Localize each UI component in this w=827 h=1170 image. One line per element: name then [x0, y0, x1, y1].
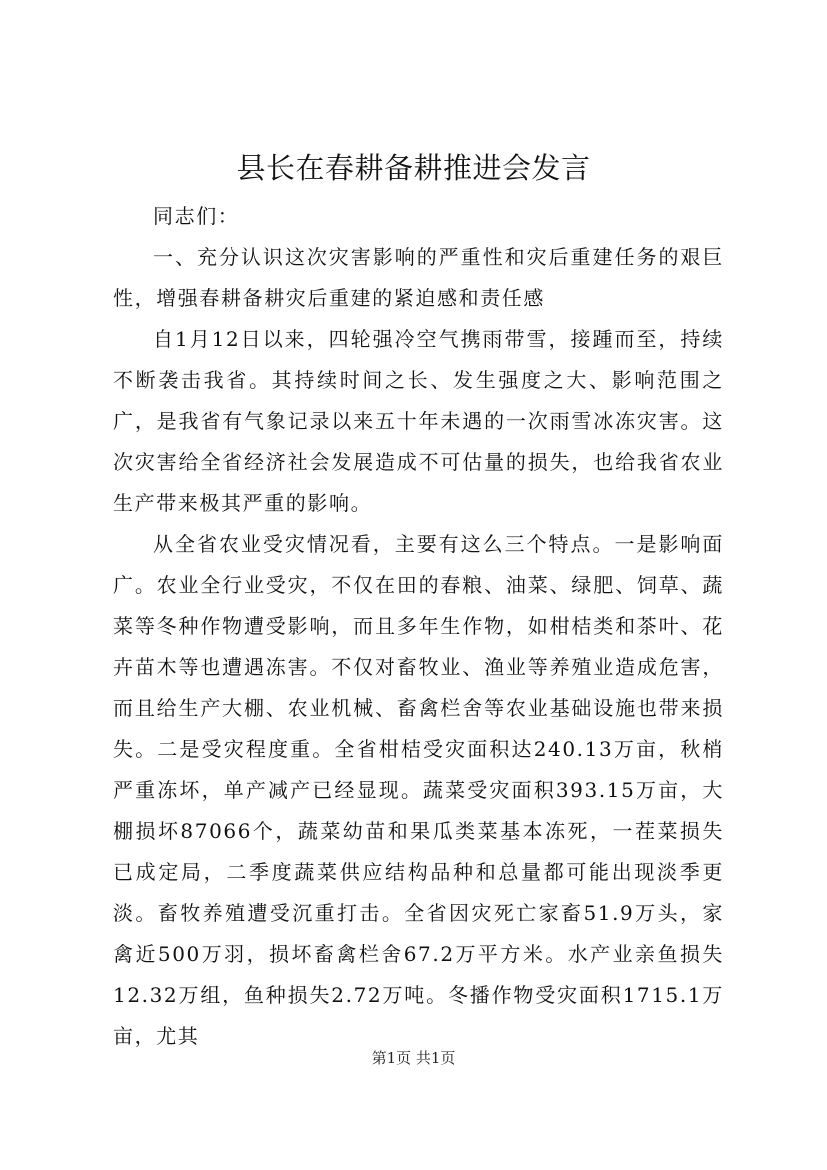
greeting-paragraph: 同志们： [153, 204, 240, 228]
page-number-footer: 第1页 共1页 [371, 1049, 456, 1067]
document-title: 县长在春耕备耕推进会发言 [236, 151, 591, 185]
body-paragraph: 从全省农业受灾情况看，主要有这么三个特点。一是影响面广。农业全行业受灾，不仅在田的春粮、油菜、绿肥、饲草、蔬菜等冬种作物遭受影响，而且多年生作物，如柑桔类和茶叶、花卉苗木等也遭遇冻害。不仅对畜牧业、渔业等养殖业造成危害，而且给生产大棚、农业机械、畜禽栏舍等农业基础设施也带来损失。二是受灾程度重。全省柑桔受灾面积达240.13万亩，秋梢严重冻坏，单产减产已经显现。蔬菜受灾面积393.15万亩，大棚损坏87066个，蔬菜幼苗和果瓜类菜基本冻死，一茬菜损失已成定局，二季度蔬菜供应结构品种和总量都可能出现淡季更淡。畜牧养殖遭受沉重打击。全省因灾死亡家畜51.9万头，家禽近500万羽，损坏畜禽栏舍67.2万平方米。水产业亲鱼损失12.32万组，鱼种损失2.72万吨。冬播作物受灾面积1715.1万亩，尤其 [113, 532, 724, 1048]
document-body [113, 196, 724, 1048]
section-heading-paragraph: 一、充分认识这次灾害影响的严重性和灾后重建任务的艰巨性，增强春耕备耕灾后重建的紧迫感和责任感 [113, 245, 724, 310]
body-paragraph: 自1月12日以来，四轮强冷空气携雨带雪，接踵而至，持续不断袭击我省。其持续时间之长、发生强度之大、影响范围之广，是我省有气象记录以来五十年未遇的一次雨雪冰冻灾害。这次灾害给全省经济社会发展造成不可估量的损失，也给我省农业生产带来极其严重的影响。 [113, 327, 724, 515]
